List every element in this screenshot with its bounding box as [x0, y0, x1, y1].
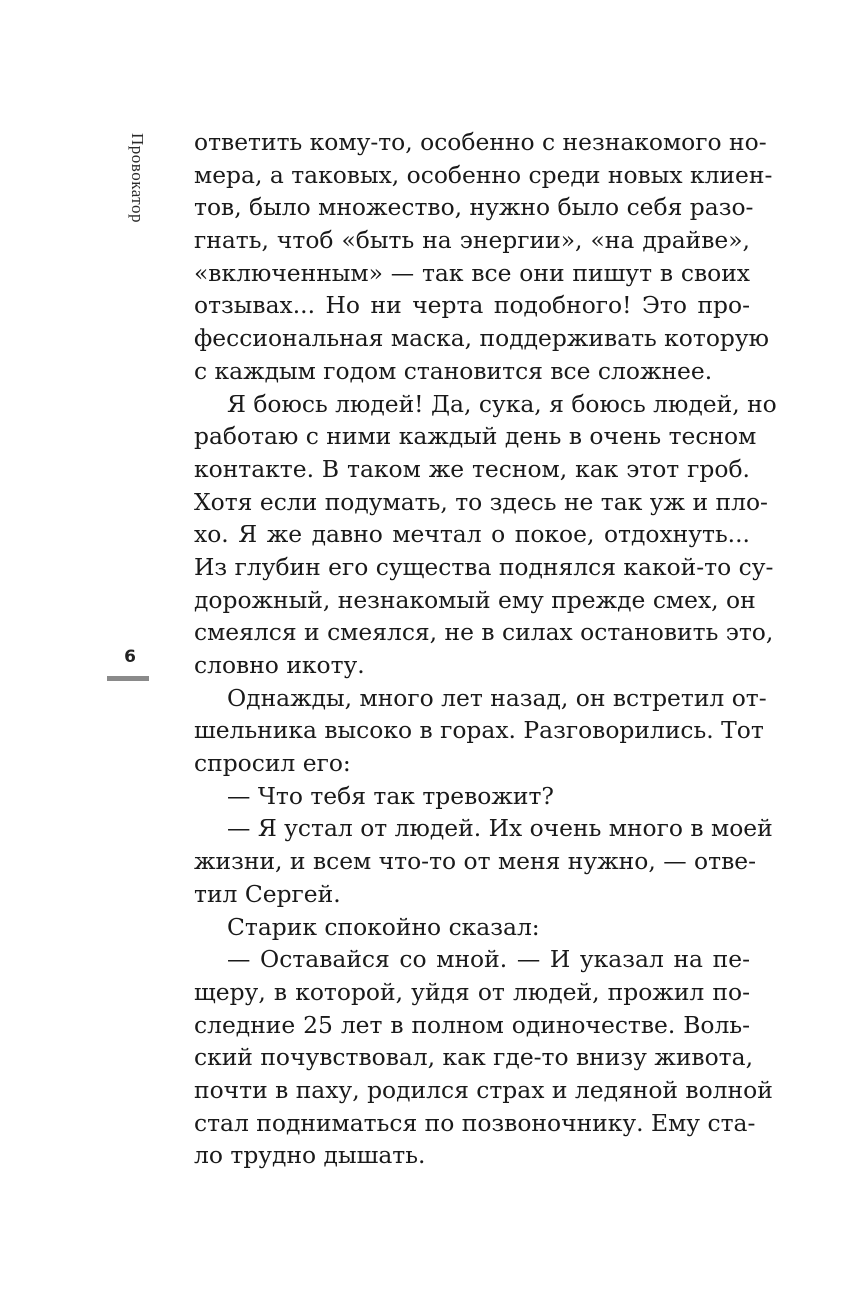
- paragraph: [194, 812, 773, 910]
- text-line: ский почувствовал, как где-то внизу живота,: [194, 1043, 753, 1072]
- text-line: следние 25 лет в полном одиночестве. Воль-: [194, 1010, 750, 1039]
- text-line: тов, было множество, нужно было себя разо-: [194, 193, 754, 222]
- text-line: смеялся и смеялся, не в силах остановить это,: [194, 618, 774, 647]
- paragraph: [194, 126, 773, 388]
- text-line: тил Сергей.: [194, 879, 341, 908]
- text-line: — Оставайся со мной. — И указал на пе-: [227, 945, 750, 974]
- text-line: шельника высоко в горах. Разговорились. Тот: [194, 716, 764, 745]
- running-title: Провокатор: [128, 133, 147, 223]
- page-number-rule: [107, 676, 149, 681]
- text-line: отзывах... Но ни черта подобного! Это про-: [194, 291, 750, 320]
- text-line: ло трудно дышать.: [194, 1141, 426, 1170]
- paragraph: [194, 780, 750, 813]
- text-line: контакте. В таком же тесном, как этот гроб.: [194, 454, 750, 483]
- text-line: почти в паху, родился страх и ледяной волной: [194, 1075, 773, 1104]
- text-line: жизни, и всем что-то от меня нужно, — отве-: [194, 847, 756, 876]
- text-line: «включенным» — так все они пишут в своих: [194, 258, 750, 287]
- text-line: хо. Я же давно мечтал о покое, отдохнуть...: [194, 520, 750, 549]
- text-line: — Я устал от людей. Их очень много в моей: [227, 814, 773, 843]
- text-line: Хотя если подумать, то здесь не так уж и пло-: [194, 487, 768, 516]
- text-line: Старик спокойно сказал:: [227, 912, 540, 941]
- paragraph: [194, 911, 750, 944]
- paragraph: [194, 388, 777, 682]
- text-line: мера, а таковых, особенно среди новых клиен-: [194, 160, 773, 189]
- text-line: с каждым годом становится все сложнее.: [194, 356, 713, 385]
- text-line: — Что тебя так тревожит?: [227, 781, 554, 810]
- text-line: щеру, в которой, уйдя от людей, прожил по-: [194, 977, 750, 1006]
- text-line: словно икоту.: [194, 651, 365, 679]
- text-line: работаю с ними каждый день в очень тесном: [194, 422, 757, 451]
- text-line: гнать, чтоб «быть на энергии», «на драйве»,: [194, 226, 750, 255]
- body-text: [194, 126, 777, 1172]
- text-line: Из глубин его существа поднялся какой-то су-: [194, 552, 774, 581]
- paragraph: [194, 943, 773, 1172]
- text-line: фессиональная маска, поддерживать которую: [194, 324, 770, 353]
- text-line: ответить кому-то, особенно с незнакомого но-: [194, 128, 767, 156]
- text-line: Однажды, много лет назад, он встретил от-: [227, 683, 767, 712]
- page-number: 6: [124, 647, 136, 667]
- text-line: Я боюсь людей! Да, сука, я боюсь людей, но: [227, 389, 777, 418]
- text-line: стал подниматься по позвоночнику. Ему ста-: [194, 1108, 756, 1137]
- text-line: дорожный, незнакомый ему прежде смех, он: [194, 585, 756, 614]
- text-line: спросил его:: [194, 749, 351, 778]
- paragraph: [194, 682, 767, 780]
